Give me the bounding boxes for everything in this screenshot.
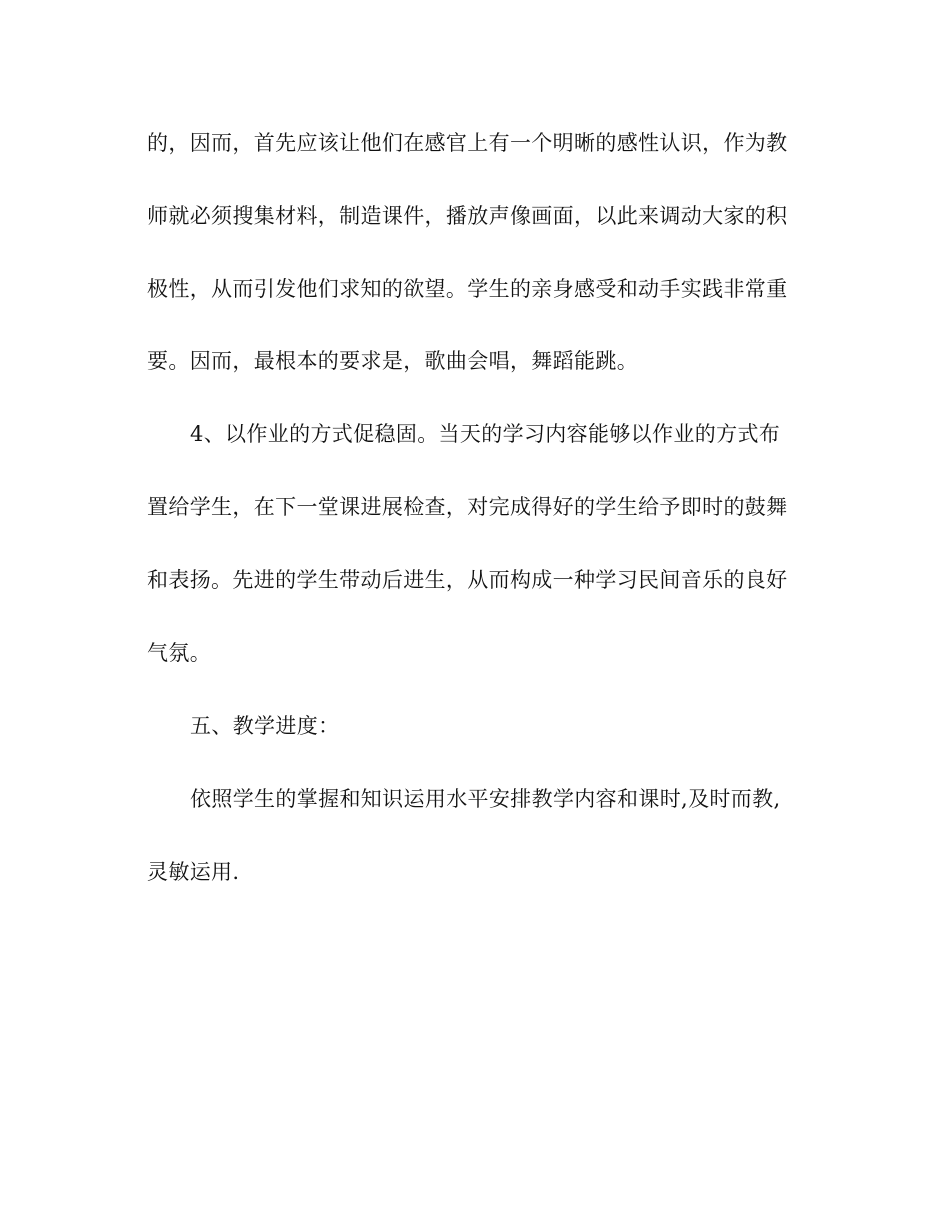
paragraph-line: 要。因而，最根本的要求是，歌曲会唱，舞蹈能跳。 (147, 349, 639, 373)
section-heading: 五、教学进度： (190, 714, 340, 738)
paragraph-line: 灵敏运用. (147, 860, 240, 884)
paragraph-line: 的，因而，首先应该让他们在感官上有一个明晰的感性认识，作为教 (147, 131, 788, 155)
paragraph-line: 和表扬。先进的学生带动后进生，从而构成一种学习民间音乐的良好 (147, 568, 788, 592)
paragraph-line: 气氛。 (147, 641, 212, 665)
paragraph-line: 置给学生，在下一堂课进展检查，对完成得好的学生给予即时的鼓舞 (147, 495, 788, 519)
paragraph-line: 4、以作业的方式促稳固。当天的学习内容能够以作业的方式布 (190, 422, 781, 446)
paragraph-line: 极性，从而引发他们求知的欲望。学生的亲身感受和动手实践非常重 (147, 277, 788, 301)
paragraph-line: 师就必须搜集材料，制造课件，播放声像画面，以此来调动大家的积 (147, 204, 788, 228)
paragraph-line: 依照学生的掌握和知识运用水平安排教学内容和课时,及时而教, (190, 787, 781, 811)
